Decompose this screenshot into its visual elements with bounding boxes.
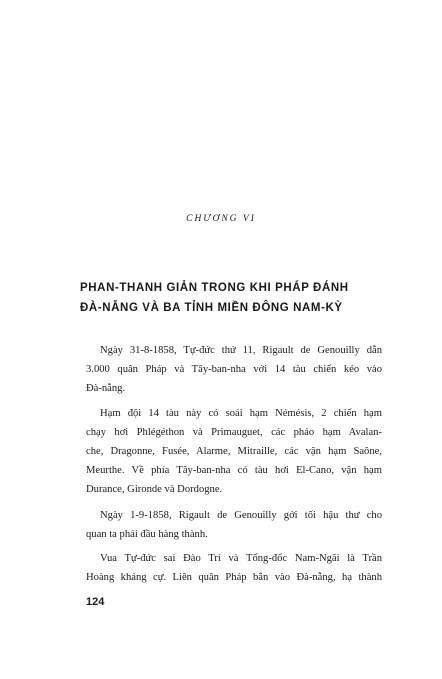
page-number: 124 (86, 596, 105, 608)
chapter-title-line-2: ĐÀ-NẴNG VÀ BA TỈNH MIỀN ĐÔNG NAM-KỲ (80, 302, 343, 314)
paragraph-1-line-2: 3.000 quân Pháp và Tây-ban-nha với 14 tàu chiến kéo vào (86, 364, 382, 375)
paragraph-4-line-1: Vua Tự-đức sai Đào Trí và Tổng-đốc Nam-Ngãi là Trần (100, 553, 382, 564)
chapter-title-line-1: PHAN-THANH GIẢN TRONG KHI PHÁP ĐÁNH (80, 282, 349, 294)
paragraph-3-line-1: Ngày 1-9-1858, Rigault de Genouilly gởi tối hậu thư cho (100, 510, 382, 521)
paragraph-2-line-5: Durance, Gironde và Dordogne. (86, 484, 223, 495)
paragraph-3-line-2: quan ta phải đầu hàng thành. (86, 529, 208, 540)
paragraph-2-line-3: che, Dragonne, Fusée, Alarme, Mitraille, các vận hạm Saône, (86, 446, 382, 457)
paragraph-2-line-2: chạy hơi Phlégéthon và Primauguet, các pháo hạm Avalan- (86, 427, 382, 438)
paragraph-1-line-3: Đà-nẵng. (86, 383, 126, 394)
paragraph-4-line-2: Hoàng kháng cự. Liên quân Pháp bắn vào Đà-nẵng, hạ thành (86, 572, 382, 583)
paragraph-1-line-1: Ngày 31-8-1858, Tự-đức thứ 11, Rigault de Genouilly dẫn (100, 345, 382, 356)
chapter-heading: CHƯƠNG VI (186, 214, 256, 224)
paragraph-2-line-1: Hạm đội 14 tàu này có soái hạm Némésis, 2 chiến hạm (100, 408, 382, 419)
paragraph-2-line-4: Meurthe. Về phía Tây-ban-nha có tàu hơi El-Cano, vận hạm (86, 465, 382, 476)
